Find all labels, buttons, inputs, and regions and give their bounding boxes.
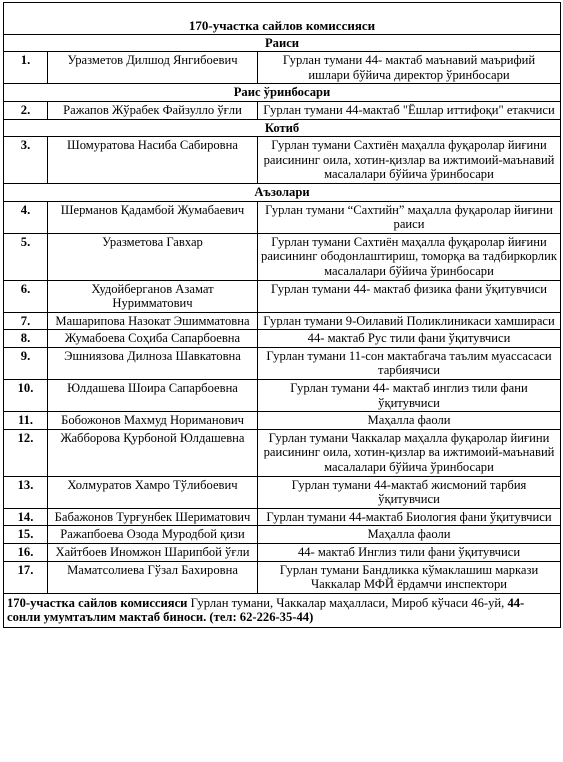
member-name: Жабборова Қурбоной Юлдашевна [48, 429, 258, 476]
member-row [4, 101, 561, 119]
member-row [4, 312, 561, 330]
section-heading: Раис ўринбосари [4, 84, 561, 102]
member-number: 14. [4, 508, 48, 526]
footer-row [4, 593, 561, 627]
member-number: 17. [4, 561, 48, 593]
footer-building: 44-сонли умумтаълим мактаб биноси. (тел: 62-226-35-44) [7, 595, 525, 625]
member-position: Гурлан тумани Бандликка кўмаклашиш маркази Чаккалар МФЙ ёрдамчи инспектори [258, 561, 561, 593]
member-name: Машарипова Назокат Эшимматовна [48, 312, 258, 330]
member-name: Уразметова Гавхар [48, 233, 258, 280]
member-name: Худойберганов Азамат Нуримматович [48, 280, 258, 312]
member-row [4, 380, 561, 412]
member-position: Гурлан тумани 11-сон мактабгача таълим муассасаси тарбиячиси [258, 347, 561, 379]
member-position: Маҳалла фаоли [258, 412, 561, 430]
footer-label: 170-участка сайлов комиссияси [7, 595, 188, 610]
member-position: Гурлан тумани 44- мактаб инглиз тили фани ўқитувчиси [258, 380, 561, 412]
commission-table [3, 2, 561, 628]
member-number: 10. [4, 380, 48, 412]
member-name: Уразметов Дилшод Янгибоевич [48, 52, 258, 84]
member-number: 9. [4, 347, 48, 379]
member-name: Жумабоева Соҳиба Сапарбоевна [48, 330, 258, 348]
member-row [4, 526, 561, 544]
member-name: Ражапов Жўрабек Файзулло ўғли [48, 101, 258, 119]
member-row [4, 347, 561, 379]
member-row [4, 137, 561, 184]
member-row [4, 476, 561, 508]
section-heading-row [4, 34, 561, 52]
member-position: Маҳалла фаоли [258, 526, 561, 544]
member-name: Хайтбоев Иномжон Шарипбой ўғли [48, 544, 258, 562]
section-heading: Раиси [4, 34, 561, 52]
section-heading-row [4, 84, 561, 102]
member-row [4, 508, 561, 526]
member-position: Гурлан тумани 44-мактаб жисмоний тарбия ўқитувчиси [258, 476, 561, 508]
member-position: Гурлан тумани 44-мактаб Биология фани ўқитувчиси [258, 508, 561, 526]
member-row [4, 201, 561, 233]
table-title: 170-участка сайлов комиссияси [4, 3, 561, 35]
footer-address: Гурлан тумани, Чаккалар маҳалласи, Мироб кўчаси 46-уй, [187, 595, 508, 610]
member-row [4, 412, 561, 430]
member-number: 7. [4, 312, 48, 330]
member-row [4, 330, 561, 348]
member-position: Гурлан тумани Сахтиён маҳалла фуқаролар йиғини раисининг оила, хотин-қизлар ва ижтимоий-маънавий масалалари бўйича ўринбосари [258, 137, 561, 184]
member-position: Гурлан тумани 44-мактаб "Ёшлар иттифоқи" етакчиси [258, 101, 561, 119]
section-heading: Котиб [4, 119, 561, 137]
commission-address [4, 593, 561, 627]
member-number: 3. [4, 137, 48, 184]
title-row [4, 3, 561, 35]
member-name: Маматсолиева Гўзал Бахировна [48, 561, 258, 593]
section-heading-row [4, 119, 561, 137]
member-position: Гурлан тумани 44- мактаб физика фани ўқитувчиси [258, 280, 561, 312]
member-name: Шерманов Қадамбой Жумабаевич [48, 201, 258, 233]
member-name: Эшниязова Дилноза Шавкатовна [48, 347, 258, 379]
member-number: 2. [4, 101, 48, 119]
section-heading-row [4, 183, 561, 201]
member-number: 13. [4, 476, 48, 508]
member-position: Гурлан тумани “Сахтийн” маҳалла фуқаролар йиғини раиси [258, 201, 561, 233]
member-number: 11. [4, 412, 48, 430]
member-row [4, 52, 561, 84]
member-number: 8. [4, 330, 48, 348]
member-name: Шомуратова Насиба Сабировна [48, 137, 258, 184]
member-number: 12. [4, 429, 48, 476]
member-number: 16. [4, 544, 48, 562]
member-position: 44- мактаб Рус тили фани ўқитувчиси [258, 330, 561, 348]
member-position: 44- мактаб Инглиз тили фани ўқитувчиси [258, 544, 561, 562]
member-row [4, 561, 561, 593]
member-row [4, 544, 561, 562]
member-number: 6. [4, 280, 48, 312]
member-row [4, 280, 561, 312]
member-name: Ражапбоева Озода Муродбой қизи [48, 526, 258, 544]
member-number: 5. [4, 233, 48, 280]
member-row [4, 429, 561, 476]
section-heading: Аъзолари [4, 183, 561, 201]
member-position: Гурлан тумани Чаккалар маҳалла фуқаролар йиғини раисининг оила, хотин-қизлар ва ижтимоий-маънавий масалалари бўйича ўринбосари [258, 429, 561, 476]
member-number: 1. [4, 52, 48, 84]
member-name: Холмуратов Хамро Тўлибоевич [48, 476, 258, 508]
member-row [4, 233, 561, 280]
member-position: Гурлан тумани Сахтиён маҳалла фуқаролар йиғини раисининг ободонлаштириш, томорқа ва тадбиркорлик масалалари бўйича ўринбосари [258, 233, 561, 280]
member-position: Гурлан тумани 9-Оилавий Поликлиникаси хамшираси [258, 312, 561, 330]
member-position: Гурлан тумани 44- мактаб маънавий маърифий ишлари бўйича директор ўринбосари [258, 52, 561, 84]
member-number: 15. [4, 526, 48, 544]
member-number: 4. [4, 201, 48, 233]
member-name: Бабажонов Турғунбек Шериматович [48, 508, 258, 526]
member-name: Бобожонов Махмуд Нориманович [48, 412, 258, 430]
member-name: Юлдашева Шоира Сапарбоевна [48, 380, 258, 412]
